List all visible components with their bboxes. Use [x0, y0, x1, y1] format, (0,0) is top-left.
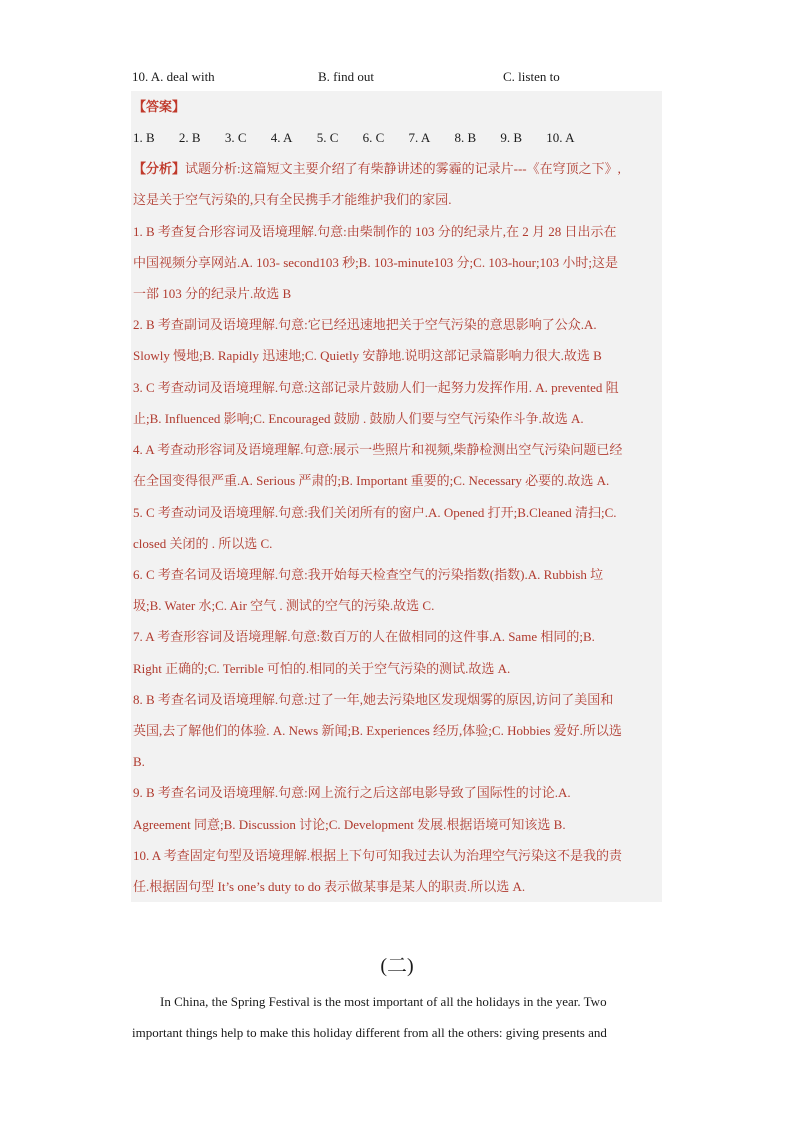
answer-item: 10. A: [546, 130, 575, 145]
analysis-line: 英国,去了解他们的体验. A. News 新闻;B. Experiences 经历,体验;C. Hobbies 爱好.所以选: [133, 723, 622, 738]
analysis-text: 试题分析:这篇短文主要介绍了有柴静讲述的雾霾的记录片---《在穹顶之下》,: [185, 161, 621, 176]
analysis-line: Agreement 同意;B. Discussion 讨论;C. Development 发展.根据语境可知该选 B.: [133, 817, 566, 832]
section-title: (二): [380, 955, 414, 977]
answer-analysis-box: [131, 91, 662, 902]
answer-item: 6. C: [362, 130, 385, 145]
analysis-line: 任.根据固句型 It’s one’s duty to do 表示做某事是某人的职责.所以选 A.: [133, 879, 526, 894]
analysis-line: 中国视频分享网站.A. 103- second103 秒;B. 103-minute103 分;C. 103-hour;103 小时;这是: [133, 255, 618, 270]
analysis-line: 这是关于空气污染的,只有全民携手才能维护我们的家园.: [133, 192, 452, 207]
analysis-line: 8. B 考查名词及语境理解.句意:过了一年,她去污染地区发现烟雾的原因,访问了美国和: [133, 692, 614, 707]
analysis-line: 在全国变得很严重.A. Serious 严肃的;B. Important 重要的;C. Necessary 必要的.故选 A.: [133, 473, 610, 488]
analysis-line: 一部 103 分的纪录片.故选 B: [133, 286, 292, 301]
analysis-line: 7. A 考查形容词及语境理解.句意:数百万的人在做相同的这件事.A. Same 相同的;B.: [133, 629, 595, 644]
answer-item: 9. B: [500, 130, 523, 145]
passage-line: In China, the Spring Festival is the most important of all the holidays in the year. Two: [160, 994, 607, 1009]
option-c: C. listen to: [503, 69, 560, 84]
analysis-line: Slowly 慢地;B. Rapidly 迅速地;C. Quietly 安静地.说明这部记录篇影响力很大.故选 B: [133, 348, 602, 363]
analysis-line: 6. C 考查名词及语境理解.句意:我开始每天检查空气的污染指数(指数).A. Rubbish 垃: [133, 567, 604, 582]
answer-item: 5. C: [316, 130, 339, 145]
analysis-line: 4. A 考查动形容词及语境理解.句意:展示一些照片和视频,柴静检测出空气污染问题已经: [133, 442, 623, 457]
analysis-line: 5. C 考查动词及语境理解.句意:我们关闭所有的窗户.A. Opened 打开;B.Cleaned 清扫;C.: [133, 505, 617, 520]
answer-item: 7. A: [408, 130, 431, 145]
analysis-line: 圾;B. Water 水;C. Air 空气 . 测试的空气的污染.故选 C.: [133, 598, 435, 613]
analysis-line: Right 正确的;C. Terrible 可怕的.相同的关于空气污染的测试.故选 A.: [133, 661, 511, 676]
analysis-line: 3. C 考查动词及语境理解.句意:这部记录片鼓励人们一起努力发挥作用. A. prevented 阻: [133, 380, 619, 395]
answer-item: 3. C: [224, 130, 247, 145]
option-b: B. find out: [318, 69, 374, 84]
question-10-options: [132, 66, 662, 88]
passage-line: important things help to make this holiday different from all the others: giving presents and: [132, 1025, 607, 1040]
analysis-line: 9. B 考查名词及语境理解.句意:网上流行之后这部电影导致了国际性的讨论.A.: [133, 785, 571, 800]
analysis-label: 【分析】: [133, 161, 186, 176]
answer-item: 1. B: [133, 130, 155, 145]
option-a: 10. A. deal with: [132, 69, 215, 84]
answer-header: 【答案】: [133, 99, 186, 114]
answer-item: 2. B: [178, 130, 201, 145]
analysis-line: [133, 153, 661, 184]
analysis-line: 止;B. Influenced 影响;C. Encouraged 鼓励 . 鼓励人们要与空气污染作斗争.故选 A.: [133, 411, 584, 426]
answer-item: 4. A: [270, 130, 293, 145]
analysis-line: 1. B 考查复合形容词及语境理解.句意:由柴制作的 103 分的纪录片,在 2 月 28 日出示在: [133, 224, 617, 239]
analysis-line: 2. B 考查副词及语境理解.句意:它已经迅速地把关于空气污染的意思影响了公众.A.: [133, 317, 597, 332]
answer-key-row: [133, 122, 661, 153]
analysis-line: 10. A 考查固定句型及语境理解.根据上下句可知我过去认为治理空气污染这不是我的责: [133, 848, 622, 863]
analysis-line: closed 关闭的 . 所以选 C.: [133, 536, 273, 551]
analysis-line: B.: [133, 754, 145, 769]
answer-item: 8. B: [454, 130, 477, 145]
